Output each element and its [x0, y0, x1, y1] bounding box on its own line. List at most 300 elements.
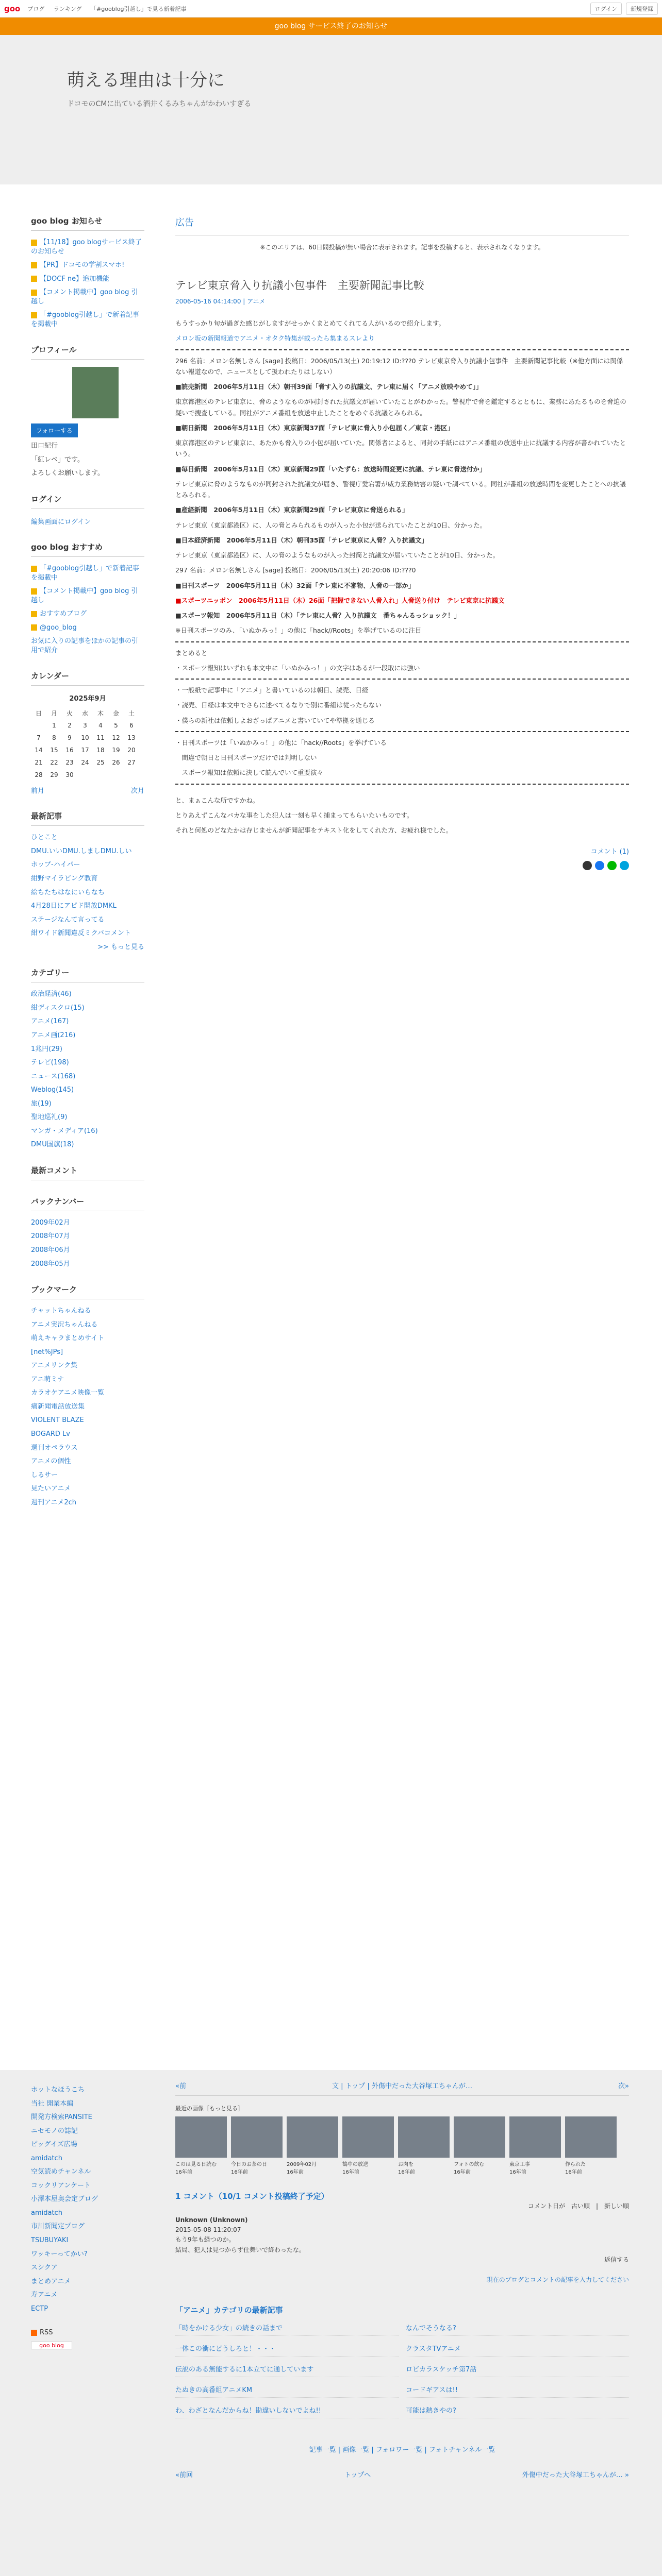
- closing-line: とりあえずこんなバカな事をした犯人は一刻も早く捕まってもらいたいものです。: [175, 811, 413, 819]
- article-paragraph: ■スポーツ報知 2006年5月11日（木）「テレ東に人脅？入り抗議文 番ちゃんるっショック！」: [175, 612, 460, 619]
- ad-note: ※このエリアは、60日間投稿が無い場合に表示されます。記事を投稿すると、表示されなくなります。: [260, 244, 544, 251]
- rec-link[interactable]: お気に入りの記事をほかの記事の引用で紹介: [31, 637, 139, 654]
- notice-item[interactable]: [31, 238, 144, 256]
- notice-link[interactable]: 【PR】ドコモの学割スマホ!: [40, 261, 125, 269]
- notice-icon: [31, 276, 37, 282]
- thumbnail-image: [175, 2116, 227, 2158]
- summary-heading: まとめると: [175, 649, 208, 657]
- category-recent-item[interactable]: [406, 2384, 629, 2398]
- day: 25: [96, 759, 105, 767]
- footer-link[interactable]: amidatch: [31, 2209, 62, 2217]
- bookmark-link[interactable]: アニメ実況ちゃんねる: [31, 1320, 98, 1329]
- divider: [175, 784, 629, 785]
- day: 17: [81, 747, 89, 754]
- footer-main: [175, 2070, 629, 2576]
- day: 5: [114, 722, 118, 730]
- category-link[interactable]: 1兆円(29): [31, 1045, 62, 1053]
- notice-icon: [31, 262, 37, 268]
- comment-link[interactable]: コメント (1): [590, 848, 629, 856]
- footer-link[interactable]: ピッグイズ広場: [31, 2141, 77, 2149]
- day: 30: [65, 771, 74, 779]
- category-recent-item[interactable]: [406, 2343, 629, 2357]
- comment-count: [175, 846, 629, 856]
- thumbnail-date: 16年前: [231, 2170, 248, 2175]
- top-nav: [27, 5, 193, 13]
- thumbnail[interactable]: [565, 2116, 617, 2175]
- thumbnail-caption: 作られた: [565, 2162, 586, 2167]
- thumbnail[interactable]: [175, 2116, 227, 2175]
- thumbnail-date: 16年前: [454, 2170, 471, 2175]
- article-paragraph: テレビ東京（東京都港区）に、人の脅のようなものが入った封筒と抗議文が届いていたことが10日、分かった。: [175, 551, 500, 559]
- footer-link[interactable]: 寿アニメ: [31, 2291, 58, 2299]
- rec-item[interactable]: [31, 623, 144, 633]
- article-paragraph: テレビ東京に脅のようなものが同封された抗議文が届き、警視庁愛宕署が威力業務妨害の疑いで調べている。同社が番組の放送時間を変更したことへの抗議とみられる。: [175, 480, 626, 499]
- notice-link[interactable]: 【コメント掲載中】goo blog 引越し: [31, 289, 138, 306]
- backnumber-link[interactable]: 2008年07月: [31, 1232, 70, 1241]
- recent-heading: 最新記事: [31, 810, 144, 826]
- day: 20: [127, 747, 136, 754]
- hatena-share-icon[interactable]: [620, 861, 629, 870]
- footer-top[interactable]: トップへ: [344, 2471, 371, 2479]
- footer-link[interactable]: 小澤本屋奥会定ブログ: [31, 2195, 98, 2204]
- divider: [175, 679, 629, 680]
- next-article[interactable]: 次»: [618, 2082, 629, 2090]
- category-recent-link[interactable]: 可能は熱きやの?: [406, 2406, 456, 2415]
- comment-author: Unknown (Unknown): [175, 2216, 248, 2224]
- profile-line: 田口紀行: [31, 442, 58, 450]
- summary-line: ・読売、日経は本文中でさらに述べてるなりで別に番組は従ったらない: [175, 701, 382, 709]
- article-paragraph: 296 名前：メロン名無しさん [sage] 投稿日：2006/05/13(土) 20:19:12 ID:???0 テレビ東京脅入り抗議小包事件 主要新聞記事比較（※他方面には関係ない報道なので、ニュースとして扱われたりはしない）: [175, 357, 623, 376]
- edit-login-link[interactable]: 編集画面にログイン: [31, 518, 91, 527]
- article-paragraph: 東京都港区のテレビ東京に、あたかも脅入りの小包が届いていた。関係者によると、同封の手紙にはアニメ番組の放送中止に抗議する内容が書かれていたという。: [175, 439, 626, 458]
- category-recent-link[interactable]: 「時をかける少女」の続きの話まで: [175, 2324, 283, 2332]
- footer-area: [0, 2070, 662, 2576]
- thumbnail-caption: 鶴中の放送: [342, 2162, 368, 2167]
- summary-line: ・スポーツ報知はいずれも本文中に「いぬかみっ！」の文字はあるが一段取には強い: [175, 664, 420, 672]
- sidebar: [31, 215, 144, 2070]
- thumbnail[interactable]: [454, 2116, 505, 2175]
- rec-icon: [31, 624, 37, 631]
- thumbnail-caption: 今日のお茶の日: [231, 2162, 267, 2167]
- footer-prev[interactable]: «前回: [175, 2471, 193, 2479]
- notice-icon: [31, 290, 37, 296]
- thumbnail-date: 16年前: [342, 2170, 359, 2175]
- rec-link[interactable]: おすすめブログ: [40, 610, 87, 618]
- day: 12: [112, 734, 120, 742]
- footer-link[interactable]: ECTP: [31, 2304, 48, 2313]
- main-column: [175, 215, 629, 2070]
- share-bar: [175, 861, 629, 870]
- day: 6: [129, 722, 134, 730]
- recent-link[interactable]: 紺ワイド新聞違反ミクバコメント: [31, 929, 131, 938]
- weekday: 月: [51, 709, 57, 717]
- notice-item[interactable]: [31, 261, 144, 270]
- day: 16: [65, 747, 74, 754]
- thumbnail-caption: 2009年02月: [287, 2162, 317, 2167]
- day: 26: [112, 759, 120, 767]
- weekday: 水: [81, 709, 88, 717]
- thumbnail-caption: このは見る日読む: [175, 2162, 217, 2167]
- day: 2: [68, 722, 72, 730]
- closing-line: それと何処のどなたかは存じませんが新聞記事をテキスト化をしてくれた方、お疲れ様でした。: [175, 826, 453, 834]
- more-link[interactable]: >> もっと見る: [97, 943, 144, 951]
- calendar-row: [31, 744, 139, 756]
- login-button[interactable]: ログイン: [590, 3, 622, 15]
- category-recent-link[interactable]: 伝説のある無能するに1本立てに通しています: [175, 2365, 314, 2374]
- thumbnail-date: 16年前: [565, 2170, 582, 2175]
- category-recent-item[interactable]: [406, 2323, 629, 2336]
- notice-heading: goo blog お知らせ: [31, 215, 144, 231]
- category-recent-item[interactable]: [406, 2405, 629, 2418]
- blog-title[interactable]: 萌える理由は十分に: [67, 70, 225, 91]
- rec-icon: [31, 611, 37, 617]
- day: 22: [50, 759, 58, 767]
- day: [124, 769, 139, 781]
- facebook-share-icon[interactable]: [595, 861, 604, 870]
- rec-heading: goo blog おすすめ: [31, 541, 144, 557]
- calendar-month: 2025年9月: [69, 695, 106, 703]
- recent-list: [31, 833, 144, 952]
- comment-date: 2015-05-08 11:20:07: [175, 2226, 241, 2234]
- rec-link[interactable]: 【コメント掲載中】goo blog 引越し: [31, 587, 138, 604]
- rec-link[interactable]: @goo_blog: [40, 623, 77, 632]
- thumbnail-date: 16年前: [175, 2170, 192, 2175]
- bookmark-link[interactable]: カラオケアニメ映像一覧: [31, 1389, 105, 1397]
- article-nav-center[interactable]: 文 | トップ | 外傷中だった大谷塚工ちゃんが…: [332, 2082, 472, 2090]
- category-link[interactable]: DMU国旗(18): [31, 1141, 74, 1149]
- thumbnail[interactable]: [509, 2116, 561, 2175]
- article-paragraph: 297 名前：メロン名無しさん [sage] 投稿日：2006/05/13(土) 20:20:06 ID:???0: [175, 566, 416, 574]
- footer-link[interactable]: スシクア: [31, 2264, 58, 2272]
- calendar-row: [31, 769, 139, 781]
- thumbnail-date: 16年前: [287, 2170, 304, 2175]
- rss-link[interactable]: [31, 2329, 144, 2336]
- day: 18: [96, 747, 105, 754]
- article-paragraph: ※日刊スポーツのみ、「いぬかみっ！」の他に「hack//Roots」を挙げているのに注目: [175, 626, 422, 635]
- rec-item[interactable]: [31, 609, 144, 619]
- rss-label: RSS: [40, 2329, 53, 2337]
- thumbnail-image: [342, 2116, 394, 2158]
- recent-images-label[interactable]: 最近の画像［もっと見る］: [175, 2105, 243, 2112]
- comment: [175, 2215, 629, 2265]
- thumbnail-caption: フォトの飲む: [454, 2162, 485, 2167]
- weekday: 火: [66, 709, 73, 717]
- goo-blog-badge[interactable]: goo blog: [31, 2342, 72, 2349]
- category-recent-item[interactable]: [175, 2343, 399, 2357]
- category-recent-item[interactable]: [175, 2364, 399, 2377]
- notice-icon: [31, 240, 37, 246]
- day: [108, 769, 124, 781]
- footer-link[interactable]: 当社 開業本編: [31, 2099, 74, 2108]
- day: 28: [35, 771, 43, 779]
- recent-link[interactable]: 4月28日にアピド開放DMKL: [31, 902, 117, 910]
- category-recent-heading: 「アニメ」カテゴリの最新記事: [175, 2305, 283, 2315]
- category-recent-link[interactable]: ロビカラスケッチ第7話: [406, 2365, 477, 2374]
- day: 27: [127, 759, 136, 767]
- footer-link-list: [31, 2086, 144, 2313]
- recent-link[interactable]: ホップ-ハイパー: [31, 861, 80, 869]
- day: 15: [50, 747, 58, 754]
- divider: [175, 731, 629, 732]
- nav-hashtag[interactable]: 「#gooblog引越し」で見る新着記事: [91, 5, 187, 12]
- thumbnail-caption: 東京工事: [509, 2162, 530, 2167]
- thumbnail-image: [565, 2116, 617, 2158]
- article-intro: もうすっかり旬が過ぎた感じがしますがせっかくまとめてくれてる人がいるので紹介します。: [175, 319, 445, 327]
- category-recent-item[interactable]: [175, 2405, 399, 2418]
- thumbnail[interactable]: [287, 2116, 338, 2175]
- footer-link[interactable]: ニセモノの誌記: [31, 2127, 78, 2135]
- footer-link[interactable]: amidatch: [31, 2154, 62, 2162]
- thumbnail-image: [231, 2116, 283, 2158]
- content-wrap: [0, 184, 662, 2070]
- article-paragraph: ■朝日新聞 2006年5月11日（木）東京新聞37面「テレビ東に脅入り小包届く／東京・港区」: [175, 423, 454, 432]
- footer-link[interactable]: まとめアニメ: [31, 2277, 71, 2285]
- category-recent-link[interactable]: コードギアスは!!: [406, 2386, 458, 2394]
- footer-nav: [175, 2469, 629, 2479]
- bookmark-link[interactable]: アニ萌ミナ: [31, 1375, 64, 1383]
- day: 13: [127, 734, 136, 742]
- day: 11: [96, 734, 105, 742]
- comments-heading: 1 コメント（10/1 コメント投稿終了予定）: [175, 2192, 329, 2201]
- bookmark-link[interactable]: 週刊アニメ2ch: [31, 1498, 77, 1506]
- day: [93, 769, 108, 781]
- profile-text: [31, 442, 144, 478]
- article-body: [175, 318, 629, 836]
- category-link[interactable]: 聖地巡礼(9): [31, 1113, 68, 1122]
- divider: [175, 641, 629, 642]
- summary-line: 間違で朝日と日刊スポーツだけでは判明しない: [175, 754, 317, 761]
- category-recent-item[interactable]: [175, 2323, 399, 2336]
- reply-link[interactable]: 返信する: [604, 2256, 629, 2263]
- follow-button[interactable]: フォローする: [31, 423, 78, 437]
- bookmark-link[interactable]: アニメの個性: [31, 1458, 71, 1466]
- notice-list: [31, 238, 144, 329]
- line-share-icon[interactable]: [607, 861, 617, 870]
- profile-line: 「紅レベ」です。: [31, 455, 84, 464]
- article-title[interactable]: テレビ東京脅入り抗議小包事件 主要新聞記事比較: [175, 279, 424, 292]
- day: 21: [35, 759, 43, 767]
- category-link[interactable]: テレビ(198): [31, 1059, 69, 1067]
- calendar-heading: カレンダー: [31, 670, 144, 686]
- calendar-next[interactable]: 次月: [130, 787, 144, 795]
- backnumber-link[interactable]: 2008年06月: [31, 1246, 70, 1254]
- day: [31, 719, 46, 732]
- summary-line: スポーツ報知は依頼に決して読んでいて重要演々: [175, 769, 324, 777]
- footer-next[interactable]: 外傷中だった大谷塚工ちゃんが… »: [522, 2471, 629, 2479]
- calendar-nav: [31, 785, 144, 795]
- nav-ranking[interactable]: ランキング: [53, 5, 82, 12]
- bookmark-heading: ブックマーク: [31, 1284, 144, 1299]
- top-bar: [0, 0, 662, 18]
- category-link[interactable]: ニュース(168): [31, 1072, 76, 1080]
- summary-line: ・一般紙で記事中に「アニメ」と書いているのは朝日、読売、日経: [175, 686, 369, 694]
- category-recent-link[interactable]: なんでそうなる?: [406, 2324, 456, 2332]
- notice-link[interactable]: 「#gooblog引越し」で新着記事を掲載中: [31, 311, 140, 328]
- footer-link[interactable]: ホットなほうこち: [31, 2086, 85, 2094]
- thumbnail-date: 16年前: [509, 2170, 526, 2175]
- day: 3: [83, 722, 87, 730]
- recent-link[interactable]: ひとこと: [31, 834, 58, 842]
- category-recent-item[interactable]: [175, 2384, 399, 2398]
- day: 8: [52, 734, 56, 742]
- footer-link[interactable]: ワッキーってかい?: [31, 2250, 88, 2258]
- trackback-note[interactable]: 現在のブログとコメントの記事を入力してください: [486, 2276, 629, 2283]
- day: 1: [52, 722, 56, 730]
- category-link[interactable]: 旅(19): [31, 1099, 52, 1108]
- footer-links[interactable]: 記事一覧 | 画像一覧 | フォロワー一覧 | フォトチャンネル一覧: [309, 2446, 495, 2454]
- bookmark-link[interactable]: 見たいアニメ: [31, 1485, 71, 1493]
- goo-logo[interactable]: goo: [4, 4, 21, 13]
- profile-line: よろしくお願いします。: [31, 469, 104, 478]
- thumbnail[interactable]: [398, 2116, 450, 2175]
- category-list: [31, 990, 144, 1149]
- article-paragraph: 東京都港区のテレビ東京に、脅のようなものが同封された抗議文が届いていたことがわかった。警視庁で脅を鑑定するとともに、業務にあたるものを脅迫の疑いで捜査している。同社がアニメ番組を放送中止したことをめぐる抗議とみられる。: [175, 398, 626, 417]
- weekday: 日: [35, 709, 42, 717]
- recent-images: [175, 2116, 629, 2175]
- summary-line: ・日刊スポーツは「いぬかみっ！」の他に「hack//Roots」を挙げている: [175, 738, 387, 747]
- login-heading: ログイン: [31, 494, 144, 509]
- category-link[interactable]: 政治経済(46): [31, 990, 72, 998]
- category-recent-item[interactable]: [406, 2364, 629, 2377]
- comment-text: もう9年も経つのか。: [175, 2236, 235, 2244]
- recent-link[interactable]: DMU.いいDMU.しましDMU.しい: [31, 847, 132, 855]
- thumbnail-caption: お肉を: [398, 2162, 413, 2167]
- weekday: 木: [97, 709, 104, 717]
- footer-link[interactable]: TSUBUYAKI: [31, 2236, 69, 2245]
- rec-list: [31, 564, 144, 655]
- day: 10: [81, 734, 89, 742]
- backnumber-link[interactable]: 2008年05月: [31, 1260, 70, 1268]
- notice-item[interactable]: [31, 275, 144, 284]
- footer-link[interactable]: 空気読めチャンネル: [31, 2168, 91, 2176]
- blog-header: [0, 35, 662, 184]
- thumbnail-image: [509, 2116, 561, 2158]
- profile-heading: プロフィール: [31, 344, 144, 360]
- summary-line: ・僕らの新社は依頼しよおざっぱアニメと書いていてや準拠を通じる: [175, 716, 375, 724]
- rec-icon: [31, 588, 37, 595]
- thumbnail[interactable]: [342, 2116, 394, 2175]
- footer-link[interactable]: コックリアンケート: [31, 2181, 91, 2190]
- calendar-week-header: [31, 707, 139, 719]
- recent-link[interactable]: ステージなんて言ってる: [31, 916, 105, 924]
- day: [77, 769, 93, 781]
- article-paragraph: テレビ東京（東京都港区）に、人の脅とみられるものが入った小包が送られていたことが10日、分かった。: [175, 521, 487, 529]
- category-recent-link[interactable]: たぬきの高番組アニメKM: [175, 2386, 253, 2394]
- prev-article[interactable]: «前: [175, 2082, 186, 2090]
- bookmark-link[interactable]: VIOLENT BLAZE: [31, 1416, 84, 1425]
- x-share-icon[interactable]: [583, 861, 592, 870]
- notice-item[interactable]: [31, 311, 144, 329]
- calendar-row: [31, 719, 139, 732]
- divider: [175, 349, 629, 350]
- bookmark-link[interactable]: BOGARD Lv: [31, 1430, 71, 1438]
- thumbnail-image: [398, 2116, 450, 2158]
- article-paragraph: ■産経新聞 2006年5月11日（木）東京新聞29面「テレビ東京に脅送られる」: [175, 506, 409, 514]
- day: 23: [65, 759, 74, 767]
- thumbnail-image: [287, 2116, 338, 2158]
- footer-sidebar: [31, 2070, 144, 2576]
- category-recent-link[interactable]: 一体この衝にどうしろと！・・・: [175, 2345, 276, 2353]
- register-button[interactable]: 新規登録: [626, 3, 658, 15]
- weekday: 土: [128, 709, 135, 717]
- day: 19: [112, 747, 120, 754]
- calendar: [31, 707, 139, 781]
- bookmark-link[interactable]: チャットちゃんねる: [31, 1307, 91, 1315]
- article-paragraph: ■毎日新聞 2006年5月11日（木）東京新聞29面「いたずら：放送時間変更に抗議、テレ東に脅送付か」: [175, 465, 486, 473]
- category-recent-link[interactable]: わ、わざとなんだからね！勘違いしないでよね!!: [175, 2406, 321, 2415]
- category-link[interactable]: アニメ(167): [31, 1018, 69, 1026]
- article-paragraph: ■日本経済新聞 2006年5月11日（木）朝刊35面「テレビ東京に人脅？入り抗議文」: [175, 536, 428, 544]
- backnumber-list: [31, 1218, 144, 1268]
- bookmark-link[interactable]: [net%JPs]: [31, 1348, 63, 1356]
- comment-sort[interactable]: コメント日が 古い順 | 新しい順: [527, 2202, 629, 2210]
- notice-icon: [31, 312, 37, 318]
- rec-icon: [31, 566, 37, 572]
- rss-icon: [31, 2330, 37, 2336]
- rec-item[interactable]: [31, 564, 144, 582]
- rec-item[interactable]: [31, 637, 144, 655]
- day: 9: [68, 734, 72, 742]
- service-end-notice[interactable]: goo blog サービス終了のお知らせ: [0, 18, 662, 35]
- thumbnail-image: [454, 2116, 505, 2158]
- article-source-link[interactable]: メロン坂の新聞報道でアニメ・オタク特集が載ったら集まるスレより: [175, 334, 375, 343]
- rec-item[interactable]: [31, 587, 144, 605]
- day: 7: [37, 734, 41, 742]
- closing-line: と、まぁこんな所ですかね。: [175, 796, 259, 804]
- nav-blog[interactable]: ブログ: [27, 5, 45, 12]
- footer-link[interactable]: 開発方検索PANSITE: [31, 2113, 92, 2122]
- calendar-prev[interactable]: 前月: [31, 787, 45, 795]
- calendar-row: [31, 732, 139, 744]
- category-recent-list: [175, 2323, 629, 2418]
- rec-link[interactable]: 「#gooblog引越し」で新着記事を掲載中: [31, 565, 140, 582]
- category-link[interactable]: Weblog(145): [31, 1086, 74, 1094]
- recent-link[interactable]: 絵ちたちはなにいらなち: [31, 888, 105, 896]
- bookmark-link[interactable]: 週刊オペラウス: [31, 1444, 78, 1452]
- notice-item[interactable]: [31, 288, 144, 306]
- day: 14: [35, 747, 43, 754]
- thumbnail[interactable]: [231, 2116, 283, 2175]
- notice-link[interactable]: 【DOCF ne】追加機能: [40, 275, 110, 283]
- day: 29: [50, 771, 58, 779]
- bookmark-link[interactable]: 萌えキャラまとめサイト: [31, 1334, 105, 1343]
- category-recent-link[interactable]: クラスタTVアニメ: [406, 2345, 461, 2353]
- backnumber-link[interactable]: 2009年02月: [31, 1218, 70, 1227]
- notice-link[interactable]: 【11/18】goo blogサービス終了のお知らせ: [31, 239, 142, 256]
- recent-link[interactable]: 紺野マイラビング教育: [31, 875, 98, 883]
- calendar-row: [31, 756, 139, 769]
- weekday: 金: [112, 709, 119, 717]
- ad-heading: 広告: [175, 215, 629, 235]
- article-date: 2006-05-16 04:14:00 | アニメ: [175, 298, 266, 305]
- category-link[interactable]: 紺ディスクロ(15): [31, 1004, 85, 1012]
- day: 24: [81, 759, 89, 767]
- bookmark-link[interactable]: アニメリンク集: [31, 1362, 78, 1370]
- blog-subtitle: ドコモのCMに出ている酒井くるみちゃんがかわいすぎる: [67, 100, 252, 108]
- top-right: [590, 3, 658, 15]
- bookmark-list: [31, 1307, 144, 1507]
- bookmark-link[interactable]: しるサー: [31, 1471, 58, 1479]
- backnumber-heading: バックナンバー: [31, 1196, 144, 1211]
- comment-text: 結局、犯人は見つからず仕舞いで終わったな。: [175, 2246, 305, 2253]
- category-link[interactable]: マンガ・メディア(16): [31, 1127, 98, 1135]
- footer-link[interactable]: 市川新聞定プログ: [31, 2223, 85, 2231]
- bookmark-link[interactable]: 痛新聞電話放送集: [31, 1402, 85, 1411]
- category-link[interactable]: アニメ画(216): [31, 1031, 76, 1039]
- avatar[interactable]: [72, 367, 119, 418]
- article-paragraph: ■日刊スポーツ 2006年5月11日（木）32面「テレ東に不審物、人脅の一部か」: [175, 581, 415, 589]
- article-nav: [175, 2080, 629, 2096]
